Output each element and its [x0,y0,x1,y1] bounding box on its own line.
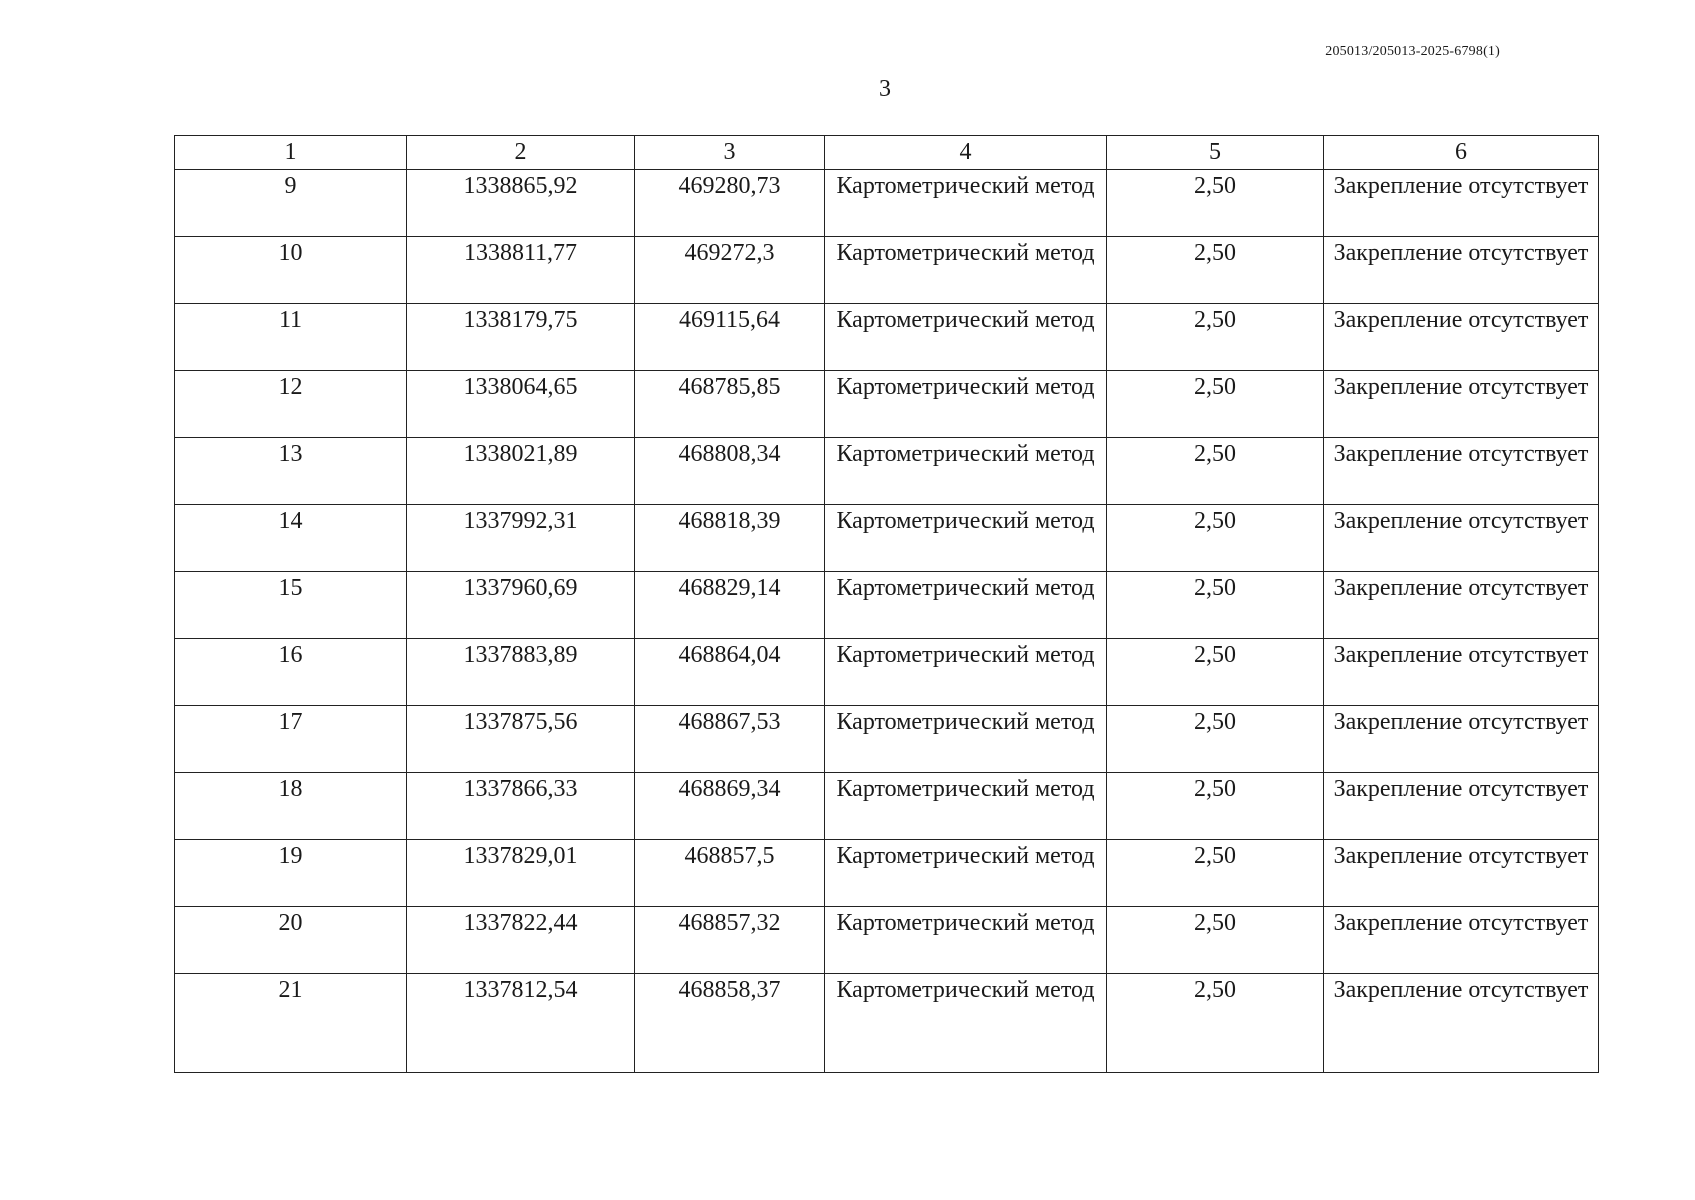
y-coordinate-cell: 469115,64 [635,304,825,371]
table-header-row [175,136,1599,170]
method-cell: Картометрический метод [825,304,1107,371]
accuracy-cell: 2,50 [1107,170,1324,237]
x-coordinate-cell: 1337829,01 [407,840,635,907]
marking-description-cell: Закрепление отсутствует [1324,304,1599,371]
method-cell: Картометрический метод [825,438,1107,505]
method-cell: Картометрический метод [825,371,1107,438]
column-header: 5 [1107,136,1324,170]
column-header: 4 [825,136,1107,170]
point-number-cell: 10 [175,237,407,304]
accuracy-cell: 2,50 [1107,505,1324,572]
point-number-cell: 14 [175,505,407,572]
document-registration-number: 205013/205013-2025-6798(1) [1325,44,1500,59]
accuracy-cell: 2,50 [1107,438,1324,505]
y-coordinate-cell: 468829,14 [635,572,825,639]
point-number-cell: 13 [175,438,407,505]
accuracy-cell: 2,50 [1107,572,1324,639]
method-cell: Картометрический метод [825,840,1107,907]
y-coordinate-cell: 468867,53 [635,706,825,773]
column-header: 6 [1324,136,1599,170]
accuracy-cell: 2,50 [1107,907,1324,974]
accuracy-cell: 2,50 [1107,371,1324,438]
point-number-cell: 18 [175,773,407,840]
table-row [175,974,1599,1073]
method-cell: Картометрический метод [825,639,1107,706]
y-coordinate-cell: 468858,37 [635,974,825,1073]
accuracy-cell: 2,50 [1107,840,1324,907]
accuracy-cell: 2,50 [1107,237,1324,304]
marking-description-cell: Закрепление отсутствует [1324,840,1599,907]
y-coordinate-cell: 468785,85 [635,371,825,438]
marking-description-cell: Закрепление отсутствует [1324,371,1599,438]
method-cell: Картометрический метод [825,572,1107,639]
x-coordinate-cell: 1337866,33 [407,773,635,840]
table-body [175,170,1599,1073]
point-number-cell: 17 [175,706,407,773]
x-coordinate-cell: 1337960,69 [407,572,635,639]
point-number-cell: 16 [175,639,407,706]
marking-description-cell: Закрепление отсутствует [1324,639,1599,706]
marking-description-cell: Закрепление отсутствует [1324,438,1599,505]
table-row [175,907,1599,974]
page-number: 3 [879,76,891,102]
x-coordinate-cell: 1338064,65 [407,371,635,438]
method-cell: Картометрический метод [825,907,1107,974]
x-coordinate-cell: 1337883,89 [407,639,635,706]
method-cell: Картометрический метод [825,237,1107,304]
y-coordinate-cell: 468864,04 [635,639,825,706]
point-number-cell: 19 [175,840,407,907]
accuracy-cell: 2,50 [1107,974,1324,1073]
x-coordinate-cell: 1338179,75 [407,304,635,371]
method-cell: Картометрический метод [825,170,1107,237]
marking-description-cell: Закрепление отсутствует [1324,907,1599,974]
table-row [175,371,1599,438]
accuracy-cell: 2,50 [1107,706,1324,773]
x-coordinate-cell: 1338811,77 [407,237,635,304]
table-row [175,572,1599,639]
boundary-points-table [174,135,1599,1073]
table-row [175,304,1599,371]
y-coordinate-cell: 468857,32 [635,907,825,974]
marking-description-cell: Закрепление отсутствует [1324,505,1599,572]
x-coordinate-cell: 1337812,54 [407,974,635,1073]
table-row [175,840,1599,907]
column-header: 2 [407,136,635,170]
marking-description-cell: Закрепление отсутствует [1324,170,1599,237]
x-coordinate-cell: 1337875,56 [407,706,635,773]
y-coordinate-cell: 468857,5 [635,840,825,907]
accuracy-cell: 2,50 [1107,639,1324,706]
method-cell: Картометрический метод [825,974,1107,1073]
table-row [175,639,1599,706]
x-coordinate-cell: 1338865,92 [407,170,635,237]
point-number-cell: 20 [175,907,407,974]
method-cell: Картометрический метод [825,706,1107,773]
table-row [175,237,1599,304]
point-number-cell: 9 [175,170,407,237]
y-coordinate-cell: 468808,34 [635,438,825,505]
table-row [175,706,1599,773]
accuracy-cell: 2,50 [1107,773,1324,840]
y-coordinate-cell: 469280,73 [635,170,825,237]
method-cell: Картометрический метод [825,773,1107,840]
marking-description-cell: Закрепление отсутствует [1324,706,1599,773]
table-row [175,170,1599,237]
marking-description-cell: Закрепление отсутствует [1324,974,1599,1073]
point-number-cell: 11 [175,304,407,371]
marking-description-cell: Закрепление отсутствует [1324,237,1599,304]
table-row [175,505,1599,572]
accuracy-cell: 2,50 [1107,304,1324,371]
column-header: 1 [175,136,407,170]
column-header: 3 [635,136,825,170]
method-cell: Картометрический метод [825,505,1107,572]
point-number-cell: 15 [175,572,407,639]
marking-description-cell: Закрепление отсутствует [1324,773,1599,840]
point-number-cell: 12 [175,371,407,438]
y-coordinate-cell: 468869,34 [635,773,825,840]
y-coordinate-cell: 469272,3 [635,237,825,304]
point-number-cell: 21 [175,974,407,1073]
x-coordinate-cell: 1337992,31 [407,505,635,572]
x-coordinate-cell: 1337822,44 [407,907,635,974]
marking-description-cell: Закрепление отсутствует [1324,572,1599,639]
x-coordinate-cell: 1338021,89 [407,438,635,505]
table-row [175,773,1599,840]
table-row [175,438,1599,505]
y-coordinate-cell: 468818,39 [635,505,825,572]
